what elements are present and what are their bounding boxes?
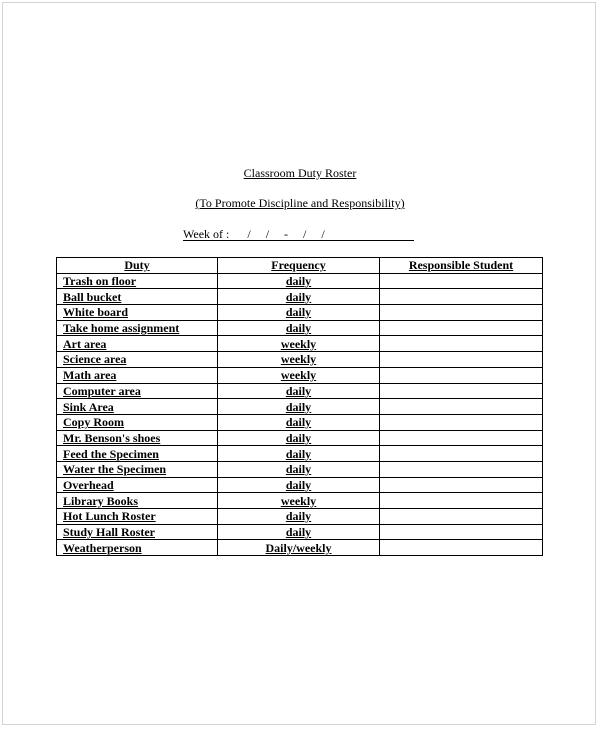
responsible-student-cell[interactable] <box>380 367 543 383</box>
responsible-student-cell[interactable] <box>380 509 543 525</box>
table-row <box>57 446 543 462</box>
table-row <box>57 289 543 305</box>
column-header-duty: Duty <box>57 258 218 274</box>
responsible-student-cell[interactable] <box>380 336 543 352</box>
table-row <box>57 399 543 415</box>
table-row <box>57 461 543 477</box>
table-row <box>57 524 543 540</box>
frequency-cell: daily <box>218 383 380 399</box>
table-row <box>57 430 543 446</box>
responsible-student-cell[interactable] <box>380 399 543 415</box>
frequency-cell: weekly <box>218 352 380 368</box>
duty-cell: Feed the Specimen <box>57 446 218 462</box>
column-header-responsible-student: Responsible Student <box>380 258 543 274</box>
frequency-cell: weekly <box>218 336 380 352</box>
frequency-cell: daily <box>218 414 380 430</box>
frequency-cell: daily <box>218 509 380 525</box>
table-row <box>57 352 543 368</box>
responsible-student-cell[interactable] <box>380 493 543 509</box>
table-row <box>57 477 543 493</box>
responsible-student-cell[interactable] <box>380 430 543 446</box>
responsible-student-cell[interactable] <box>380 289 543 305</box>
duty-cell: Mr. Benson's shoes <box>57 430 218 446</box>
frequency-cell: Daily/weekly <box>218 540 380 556</box>
table-row <box>57 383 543 399</box>
duty-cell: Hot Lunch Roster <box>57 509 218 525</box>
frequency-cell: daily <box>218 399 380 415</box>
frequency-cell: weekly <box>218 493 380 509</box>
duty-cell: Art area <box>57 336 218 352</box>
duty-cell: Computer area <box>57 383 218 399</box>
responsible-student-cell[interactable] <box>380 477 543 493</box>
responsible-student-cell[interactable] <box>380 540 543 556</box>
frequency-cell: daily <box>218 461 380 477</box>
column-header-frequency: Frequency <box>218 258 380 274</box>
frequency-cell: daily <box>218 477 380 493</box>
responsible-student-cell[interactable] <box>380 383 543 399</box>
responsible-student-cell[interactable] <box>380 305 543 321</box>
frequency-cell: daily <box>218 305 380 321</box>
table-row <box>57 509 543 525</box>
frequency-cell: daily <box>218 446 380 462</box>
duty-cell: Overhead <box>57 477 218 493</box>
responsible-student-cell[interactable] <box>380 446 543 462</box>
table-row <box>57 336 543 352</box>
duty-roster-table <box>56 257 543 556</box>
responsible-student-cell[interactable] <box>380 414 543 430</box>
duty-cell: Take home assignment <box>57 320 218 336</box>
duty-cell: Weatherperson <box>57 540 218 556</box>
duty-cell: Sink Area <box>57 399 218 415</box>
week-of-blank: / / - / / <box>247 227 325 241</box>
document-subtitle: (To Promote Discipline and Responsibility) <box>195 196 405 210</box>
table-row <box>57 305 543 321</box>
week-of-label: Week of : <box>183 227 230 241</box>
responsible-student-cell[interactable] <box>380 524 543 540</box>
table-body <box>57 273 543 555</box>
responsible-student-cell[interactable] <box>380 461 543 477</box>
table-row <box>57 273 543 289</box>
duty-cell: Trash on floor <box>57 273 218 289</box>
responsible-student-cell[interactable] <box>380 320 543 336</box>
frequency-cell: daily <box>218 320 380 336</box>
table-row <box>57 493 543 509</box>
frequency-cell: daily <box>218 430 380 446</box>
duty-cell: Study Hall Roster <box>57 524 218 540</box>
frequency-cell: daily <box>218 289 380 305</box>
table-header-row <box>57 258 543 274</box>
frequency-cell: weekly <box>218 367 380 383</box>
responsible-student-cell[interactable] <box>380 273 543 289</box>
duty-cell: White board <box>57 305 218 321</box>
table-row <box>57 414 543 430</box>
table-row <box>57 320 543 336</box>
duty-cell: Water the Specimen <box>57 461 218 477</box>
week-of-underline <box>183 240 414 241</box>
table-row <box>57 540 543 556</box>
duty-cell: Library Books <box>57 493 218 509</box>
duty-cell: Math area <box>57 367 218 383</box>
frequency-cell: daily <box>218 524 380 540</box>
duty-cell: Copy Room <box>57 414 218 430</box>
duty-cell: Science area <box>57 352 218 368</box>
table-row <box>57 367 543 383</box>
responsible-student-cell[interactable] <box>380 352 543 368</box>
duty-cell: Ball bucket <box>57 289 218 305</box>
document-title: Classroom Duty Roster <box>243 166 357 180</box>
frequency-cell: daily <box>218 273 380 289</box>
